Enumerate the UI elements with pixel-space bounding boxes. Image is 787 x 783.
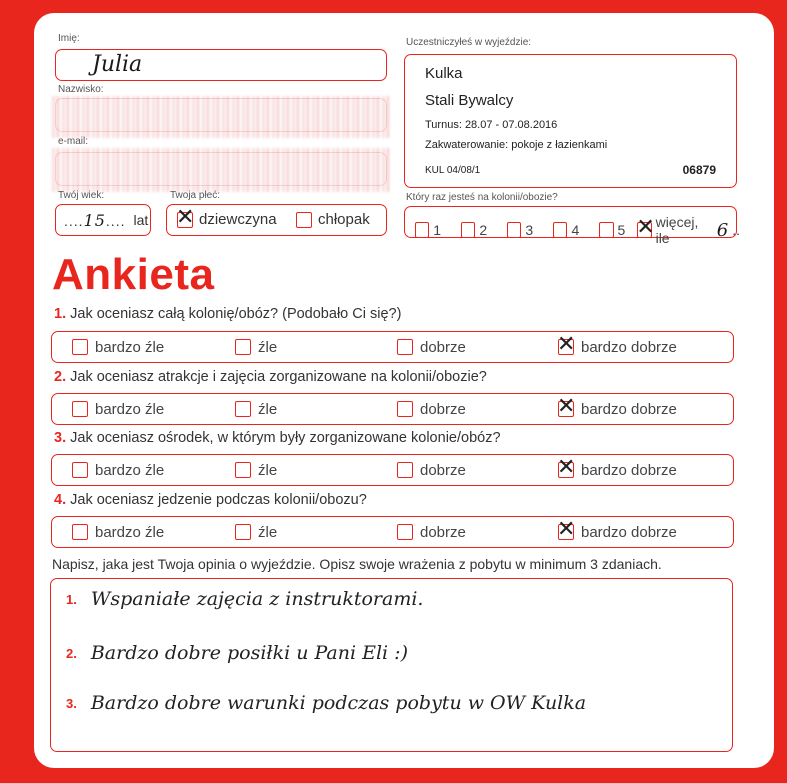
times-5-checkbox[interactable] <box>599 222 613 238</box>
gender-boy-checkbox[interactable] <box>296 212 312 228</box>
gender-label: Twoja płeć: <box>170 190 221 201</box>
gender-boy-label: chłopak <box>318 211 370 228</box>
q3-option-bad[interactable]: źle <box>235 455 277 485</box>
age-value: 15 <box>83 210 106 230</box>
q1-option-good[interactable]: dobrze <box>397 332 466 362</box>
q1-option-very-good[interactable]: ✕ bardzo dobrze <box>557 332 677 357</box>
times-more-checkbox[interactable]: ✕ <box>636 215 655 240</box>
age-unit: lat <box>133 212 149 228</box>
survey-title: Ankieta <box>52 250 215 299</box>
q3-option-very-bad[interactable]: bardzo źle <box>72 455 164 485</box>
camp-code: KUL 04/08/1 <box>425 165 481 176</box>
name-field[interactable] <box>55 49 387 81</box>
times-more-label: więcej, ile <box>655 214 699 246</box>
camp-label: Uczestniczyłeś w wyjeździe: <box>406 37 532 48</box>
q2-option-bad[interactable]: źle <box>235 394 277 424</box>
times-2-checkbox[interactable] <box>461 222 475 238</box>
question-2-options <box>51 393 734 425</box>
q2-option-very-bad[interactable]: bardzo źle <box>72 394 164 424</box>
q1-option-bad[interactable]: źle <box>235 332 277 362</box>
gender-field <box>166 204 387 236</box>
age-label: Twój wiek: <box>58 190 105 201</box>
q2-option-good[interactable]: dobrze <box>397 394 466 424</box>
camp-group: Stali Bywalcy <box>425 92 514 109</box>
opinion-line-3: 3. Bardzo dobre warunki podczas pobytu w OW Kulka <box>66 692 587 714</box>
times-2-label: 2 <box>479 222 488 238</box>
q4-option-bad[interactable]: źle <box>235 517 277 547</box>
times-5-label: 5 <box>617 222 626 238</box>
times-3-label: 3 <box>525 222 534 238</box>
camp-accommodation: Zakwaterowanie: pokoje z łazienkami <box>425 139 608 151</box>
email-redaction <box>52 148 390 192</box>
q3-option-good[interactable]: dobrze <box>397 455 466 485</box>
gender-option-boy[interactable] <box>296 211 370 228</box>
q4-option-good[interactable]: dobrze <box>397 517 466 547</box>
name-label: Imię: <box>58 33 80 44</box>
times-4-checkbox[interactable] <box>553 222 567 238</box>
camp-box <box>404 54 737 188</box>
times-1-label: 1 <box>433 222 442 238</box>
times-4-label: 4 <box>571 222 580 238</box>
times-label: Który raz jesteś na kolonii/obozie? <box>406 192 558 203</box>
camp-number: 06879 <box>682 163 716 177</box>
times-more-value: 6 <box>716 219 729 241</box>
opinion-line-2: 2. Bardzo dobre posiłki u Pani Eli :) <box>66 642 408 664</box>
gender-option-girl[interactable] <box>176 204 277 230</box>
q2-option-very-good[interactable]: ✕ bardzo dobrze <box>557 394 677 419</box>
surname-redaction <box>52 96 390 138</box>
q4-option-very-good[interactable]: ✕ bardzo dobrze <box>557 517 677 542</box>
question-1-options <box>51 331 734 363</box>
q1-option-very-bad[interactable]: bardzo źle <box>72 332 164 362</box>
surname-label: Nazwisko: <box>58 84 104 95</box>
camp-turnus: Turnus: 28.07 - 07.08.2016 <box>425 119 558 131</box>
gender-girl-label: dziewczyna <box>199 211 277 228</box>
email-label: e-mail: <box>58 136 89 147</box>
times-1-checkbox[interactable] <box>415 222 429 238</box>
question-3-options <box>51 454 734 486</box>
opinion-prompt: Napisz, jaka jest Twoja opinia o wyjeździe. Opisz swoje wrażenia z pobytu w minimum 3 zdaniach. <box>52 556 662 572</box>
gender-girl-checkbox[interactable]: ✕ <box>176 204 195 230</box>
name-value: Julia <box>92 52 143 77</box>
question-4-text: 4. Jak oceniasz jedzenie podczas kolonii/obozu? <box>54 492 367 508</box>
question-4-options <box>51 516 734 548</box>
question-3-text: 3. Jak oceniasz ośrodek, w którym były zorganizowane kolonie/obóz? <box>54 430 501 446</box>
age-field[interactable]: ....15.... lat <box>55 204 151 236</box>
question-2-text: 2. Jak oceniasz atrakcje i zajęcia zorganizowane na kolonii/obozie? <box>54 369 487 385</box>
times-field: 1 2 3 4 5 ✕ więcej, ile 6 .. <box>404 206 737 238</box>
q4-option-very-bad[interactable]: bardzo źle <box>72 517 164 547</box>
question-1-text: 1. Jak oceniasz całą kolonię/obóz? (Podobało Ci się?) <box>54 306 402 322</box>
q3-option-very-good[interactable]: ✕ bardzo dobrze <box>557 455 677 480</box>
camp-place: Kulka <box>425 65 463 82</box>
times-3-checkbox[interactable] <box>507 222 521 238</box>
opinion-line-1: 1. Wspaniałe zajęcia z instruktorami. <box>66 588 424 610</box>
